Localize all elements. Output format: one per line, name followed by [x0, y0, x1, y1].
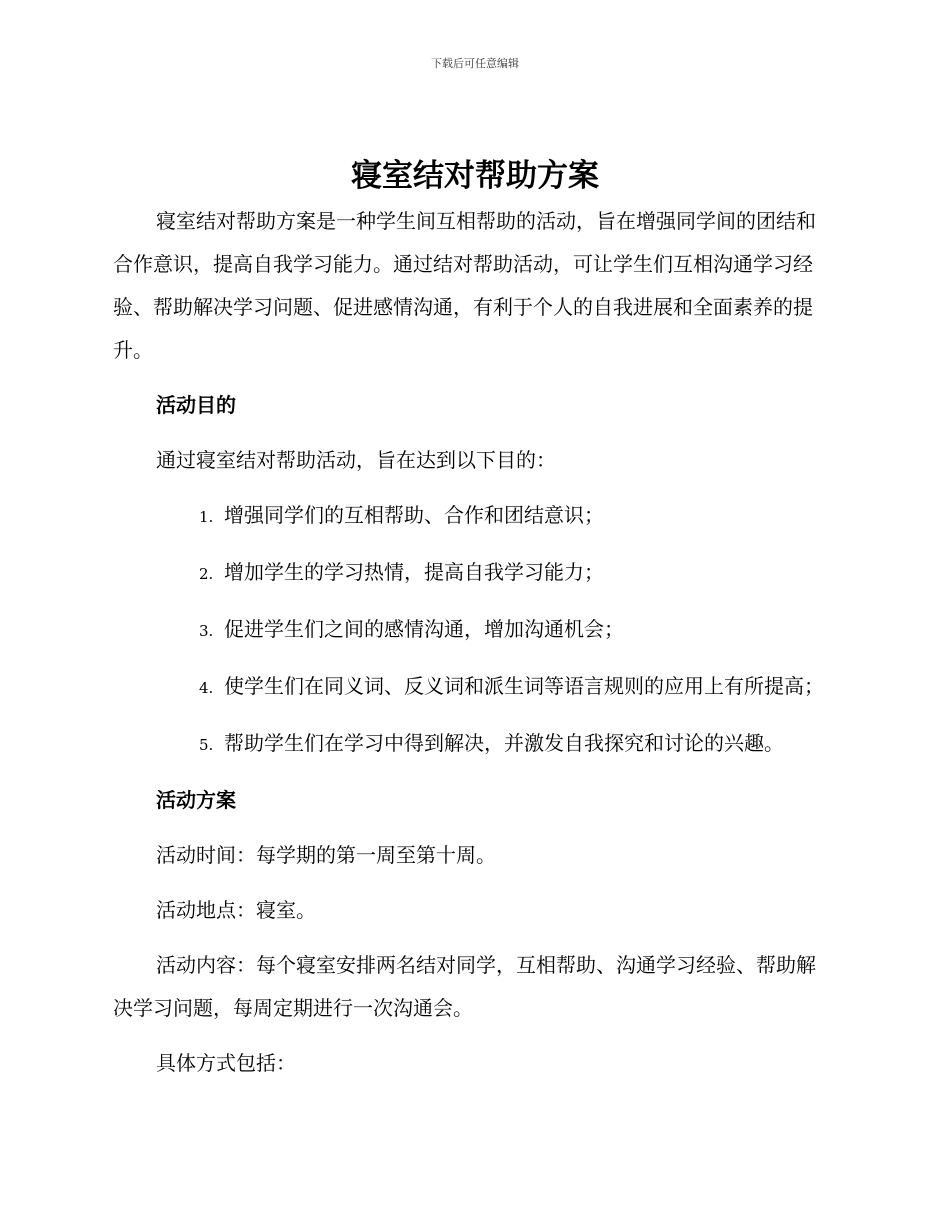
section-heading-purpose: 活动目的: [156, 393, 236, 417]
list-item: [113, 665, 835, 710]
plan-time: 活动时间：每学期的第一周至第十周。: [156, 843, 496, 867]
purpose-lead: 通过寝室结对帮助活动，旨在达到以下目的：: [156, 448, 556, 472]
list-number: 2.: [199, 565, 214, 583]
list-text: 增加学生的学习热情，提高自我学习能力；: [224, 560, 604, 584]
list-number: 3.: [199, 622, 214, 640]
plan-place: 活动地点：寝室。: [156, 898, 316, 922]
list-text: 使学生们在同义词、反义词和派生词等语言规则的应用上有所提高；: [224, 674, 824, 698]
list-text: 帮助学生们在学习中得到解决，并激发自我探究和讨论的兴趣。: [224, 731, 784, 755]
plan-content: 活动内容：每个寝室安排两名结对同学，互相帮助、沟通学习经验、帮助解决学习问题，每周定期进行一次沟通会。: [113, 953, 816, 1020]
list-item: [113, 494, 835, 539]
list-number: 4.: [199, 679, 214, 697]
page-header-note: 下载后可任意编辑: [431, 57, 519, 70]
plan-methods-lead: 具体方式包括：: [156, 1051, 296, 1075]
list-text: 促进学生们之间的感情沟通，增加沟通机会；: [224, 617, 624, 641]
list-number: 5.: [199, 736, 214, 754]
intro-paragraph: 寝室结对帮助方案是一种学生间互相帮助的活动，旨在增强同学间的团结和合作意识，提高自我学习能力。通过结对帮助活动，可让学生们互相沟通学习经验、帮助解决学习问题、促进感情沟通，有利于个人的自我进展和全面素养的提升。: [113, 209, 816, 362]
list-item: [113, 722, 835, 767]
list-text: 增强同学们的互相帮助、合作和团结意识；: [224, 503, 604, 527]
list-number: 1.: [199, 508, 214, 526]
list-item: [113, 608, 835, 653]
list-item: [113, 551, 835, 596]
document-title: 寝室结对帮助方案: [351, 158, 599, 194]
document-body: [113, 200, 835, 1085]
section-heading-plan: 活动方案: [156, 788, 236, 812]
